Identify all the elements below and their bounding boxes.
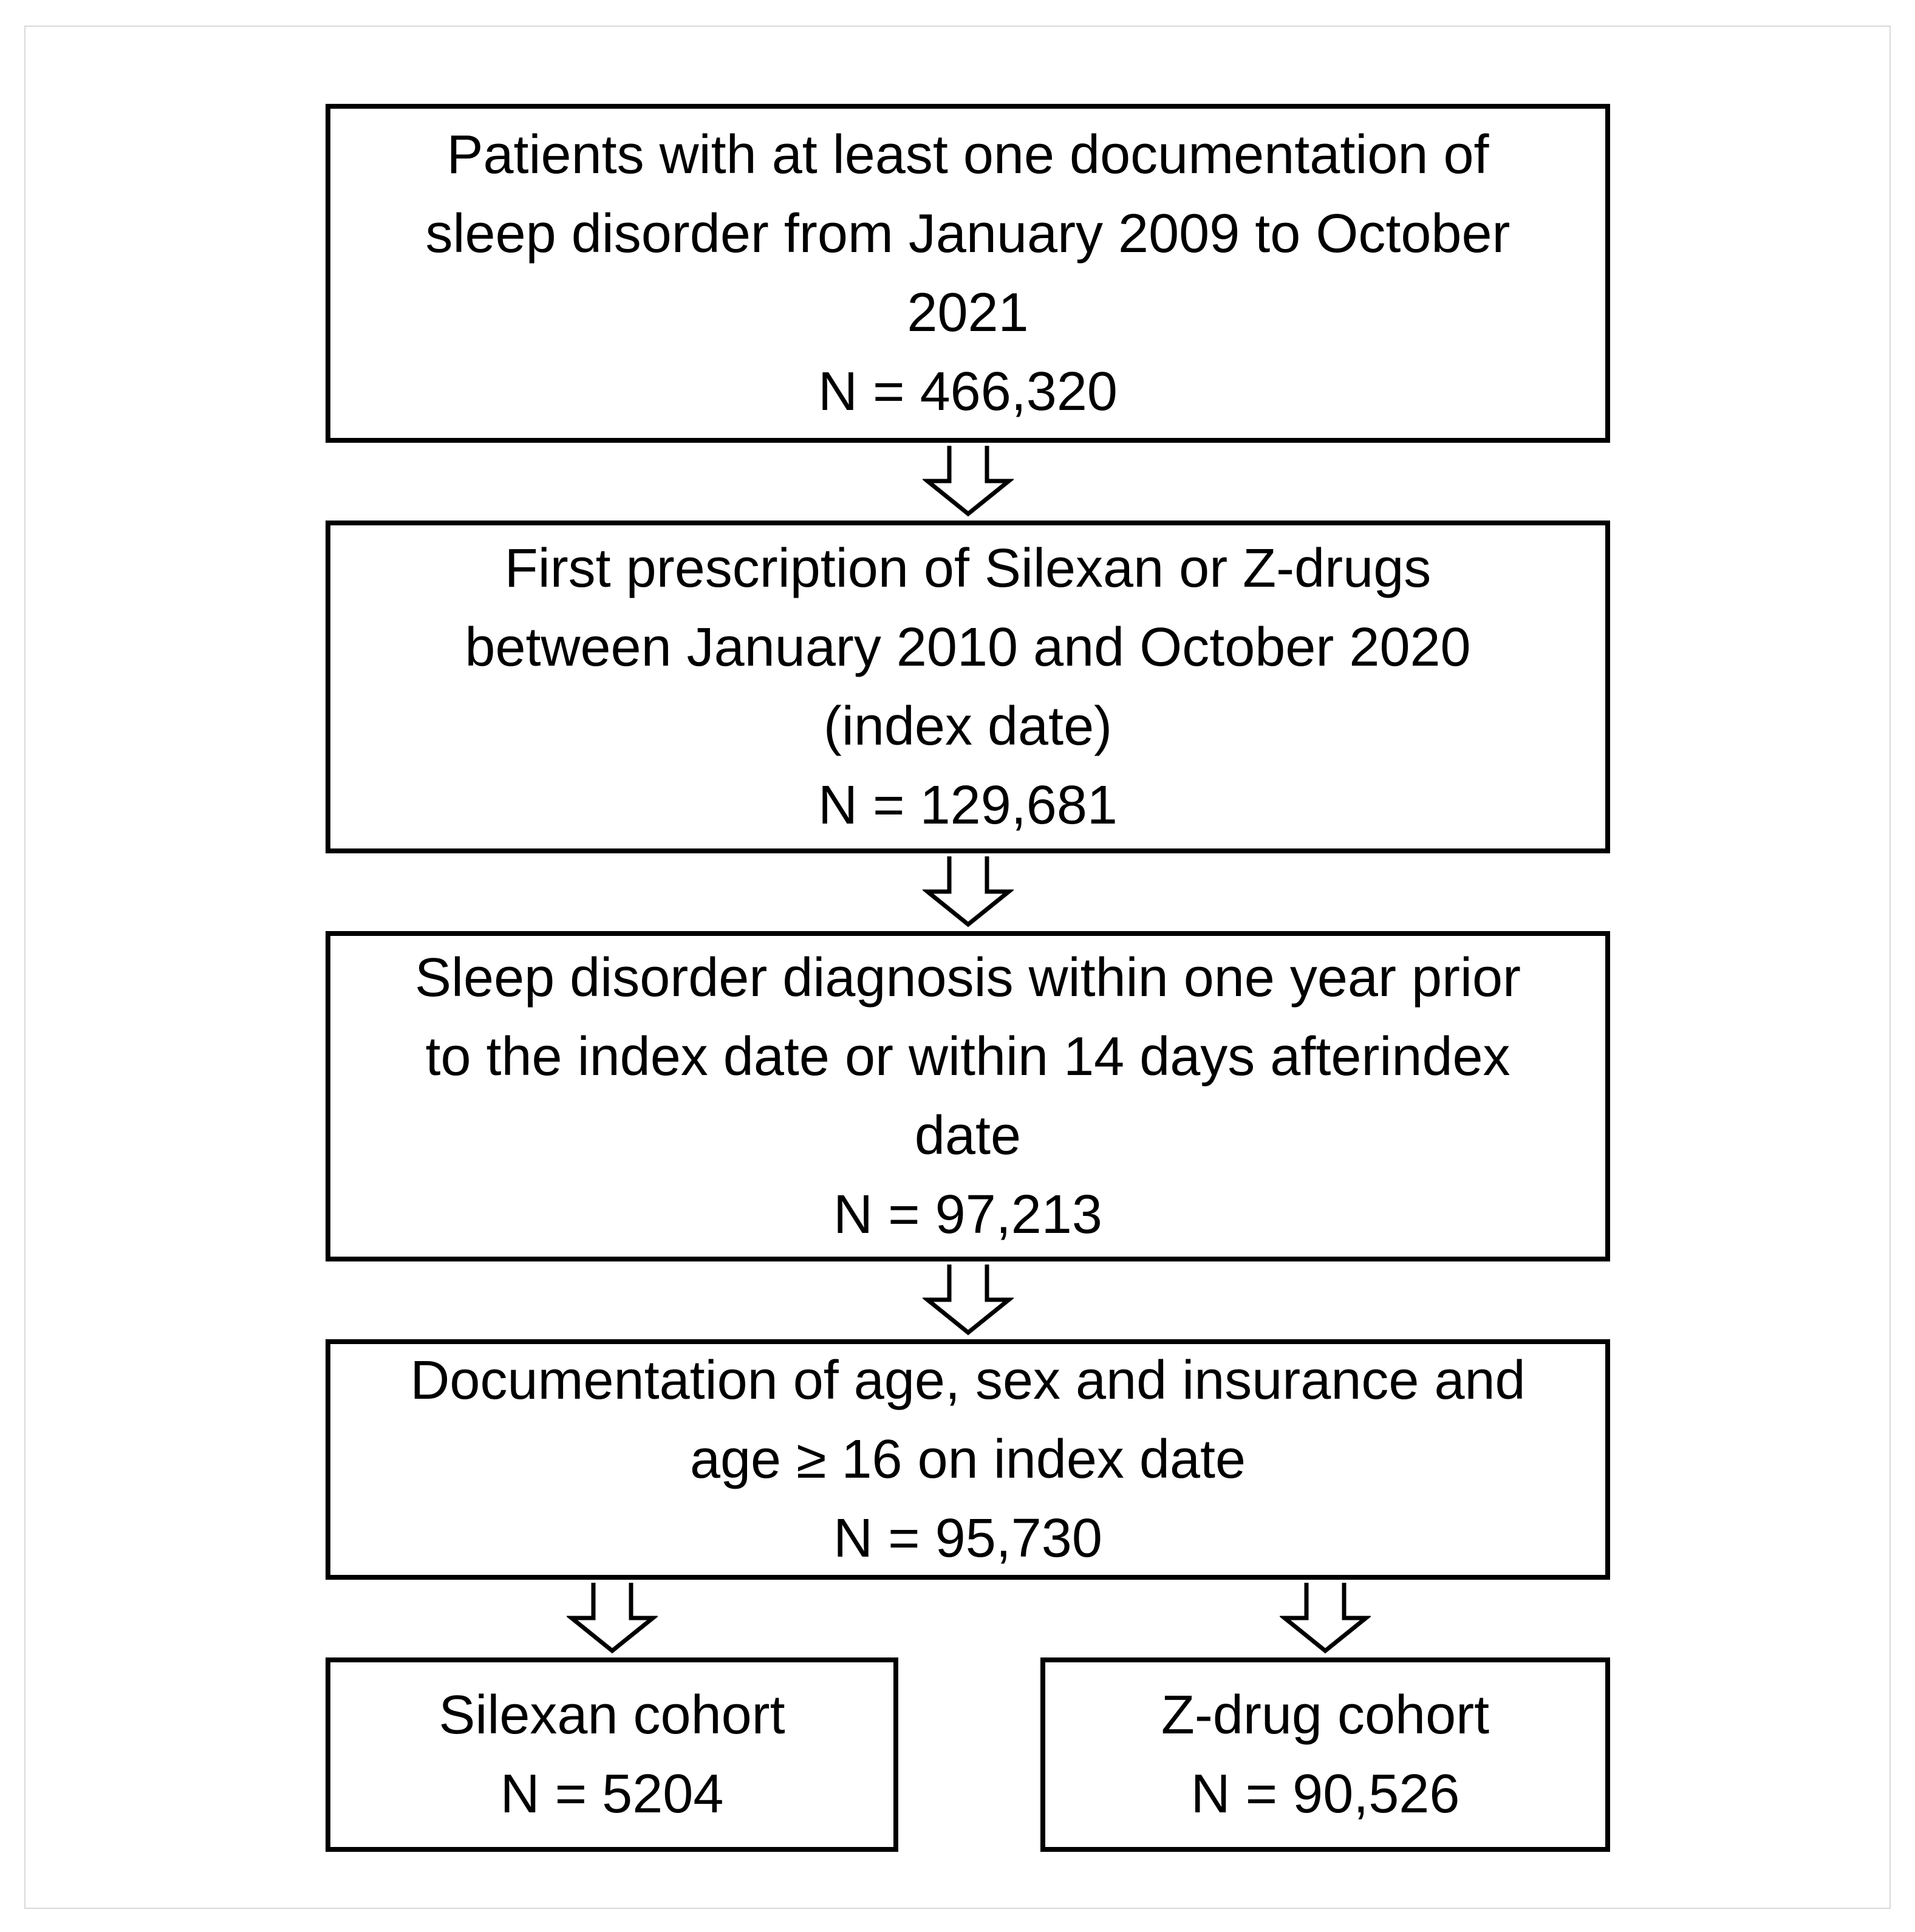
box-text-line: Documentation of age, sex and insurance and (410, 1350, 1526, 1411)
box-text-line: between January 2010 and October 2020 (465, 617, 1471, 678)
box-n-value: N = 97,213 (833, 1184, 1102, 1245)
down-arrow-icon (923, 856, 1014, 928)
box-text-line: Sleep disorder diagnosis within one year prior (414, 947, 1521, 1008)
box-n-value: N = 129,681 (818, 775, 1118, 836)
box-text-line: to the index date or within 14 days afterindex (425, 1026, 1510, 1087)
split-arrows-row (326, 1583, 1610, 1654)
flow-box-zdrug-cohort (1040, 1657, 1610, 1852)
box-text-line: (index date) (823, 696, 1113, 757)
flow-box-prescription (326, 521, 1610, 853)
box-text-line: Silexan cohort (439, 1685, 785, 1746)
flow-box-silexan-cohort (326, 1657, 898, 1852)
box-n-value: N = 466,320 (818, 361, 1118, 422)
down-arrow-icon (923, 446, 1014, 517)
cohort-row (326, 1657, 1610, 1852)
box-text-line: 2021 (907, 282, 1029, 343)
flow-box-patients (326, 104, 1610, 443)
box-text-line: Patients with at least one documentation of (446, 125, 1489, 185)
down-arrow-icon (923, 1265, 1014, 1336)
box-n-value: N = 90,526 (1190, 1764, 1460, 1824)
box-n-value: N = 5204 (500, 1764, 724, 1824)
flow-column (326, 104, 1610, 1852)
down-arrow-icon (1280, 1583, 1371, 1654)
flow-box-diagnosis (326, 931, 1610, 1261)
flow-box-documentation (326, 1339, 1610, 1580)
box-text-line: Z-drug cohort (1161, 1685, 1490, 1746)
down-arrow-icon (567, 1583, 658, 1654)
box-n-value: N = 95,730 (833, 1508, 1102, 1569)
box-text-line: sleep disorder from January 2009 to October (425, 203, 1510, 264)
box-text-line: First prescription of Silexan or Z-drugs (504, 538, 1432, 599)
box-text-line: age ≥ 16 on index date (689, 1429, 1246, 1490)
box-text-line: date (914, 1105, 1022, 1166)
